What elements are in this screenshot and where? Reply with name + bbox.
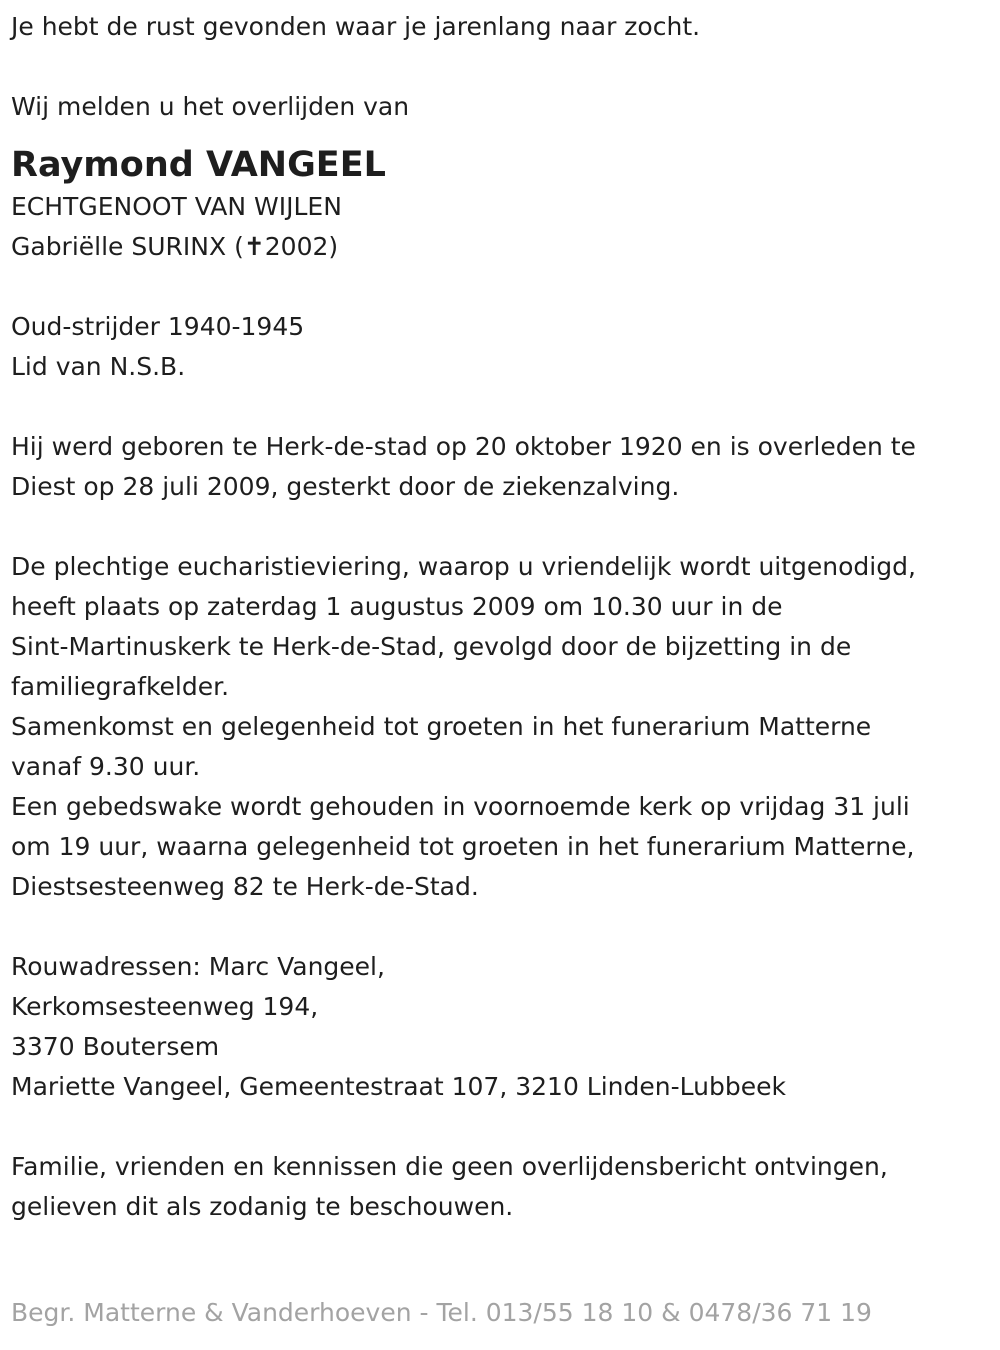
address-line: 3370 Boutersem bbox=[11, 1032, 220, 1061]
relation-text: ECHTGENOOT VAN WIJLEN bbox=[11, 192, 342, 221]
ceremony-line: vanaf 9.30 uur. bbox=[11, 752, 201, 781]
spacer bbox=[11, 47, 991, 87]
address-line: Rouwadressen: Marc Vangeel, bbox=[11, 952, 385, 981]
ceremony-line: Sint-Martinuskerk te Herk-de-Stad, gevolgd door de bijzetting in de bbox=[11, 632, 852, 661]
ceremony-line: De plechtige eucharistieviering, waarop u vriendelijk wordt uitgenodigd, bbox=[11, 552, 916, 581]
closing-line: Familie, vrienden en kennissen die geen overlijdensbericht ontvingen, bbox=[11, 1152, 888, 1181]
spacer bbox=[11, 1107, 991, 1147]
title-line: Lid van N.S.B. bbox=[11, 352, 186, 381]
ceremony-line: Een gebedswake wordt gehouden in voornoemde kerk op vrijdag 31 juli bbox=[11, 792, 910, 821]
title-line: Oud-strijder 1940-1945 bbox=[11, 312, 305, 341]
ceremony-line: Samenkomst en gelegenheid tot groeten in het funerarium Matterne bbox=[11, 712, 872, 741]
ceremony-line: om 19 uur, waarna gelegenheid tot groeten in het funerarium Matterne, bbox=[11, 832, 915, 861]
ceremony-line: familiegrafkelder. bbox=[11, 672, 230, 701]
spacer bbox=[11, 267, 991, 307]
funeral-home-footer: Begr. Matterne & Vanderhoeven - Tel. 013/55 18 10 & 0478/36 71 19 bbox=[11, 1298, 872, 1327]
spouse-text: Gabriëlle SURINX (✝2002) bbox=[11, 232, 339, 261]
ceremony-line: heeft plaats op zaterdag 1 augustus 2009 om 10.30 uur in de bbox=[11, 592, 783, 621]
ceremony-line: Diestsesteenweg 82 te Herk-de-Stad. bbox=[11, 872, 479, 901]
opening-quote: Je hebt de rust gevonden waar je jarenlang naar zocht. bbox=[11, 12, 701, 41]
closing-line: gelieven dit als zodanig te beschouwen. bbox=[11, 1192, 514, 1221]
obituary-notice bbox=[11, 7, 991, 1227]
announcement-text: Wij melden u het overlijden van bbox=[11, 92, 410, 121]
spacer bbox=[11, 507, 991, 547]
birth-death-line: Diest op 28 juli 2009, gesterkt door de ziekenzalving. bbox=[11, 472, 680, 501]
address-line: Kerkomsesteenweg 194, bbox=[11, 992, 319, 1021]
address-line: Mariette Vangeel, Gemeentestraat 107, 3210 Linden-Lubbeek bbox=[11, 1072, 786, 1101]
spacer bbox=[11, 907, 991, 947]
birth-death-line: Hij werd geboren te Herk-de-stad op 20 oktober 1920 en is overleden te bbox=[11, 432, 916, 461]
deceased-name: Raymond VANGEEL bbox=[11, 145, 386, 185]
spacer bbox=[11, 387, 991, 427]
